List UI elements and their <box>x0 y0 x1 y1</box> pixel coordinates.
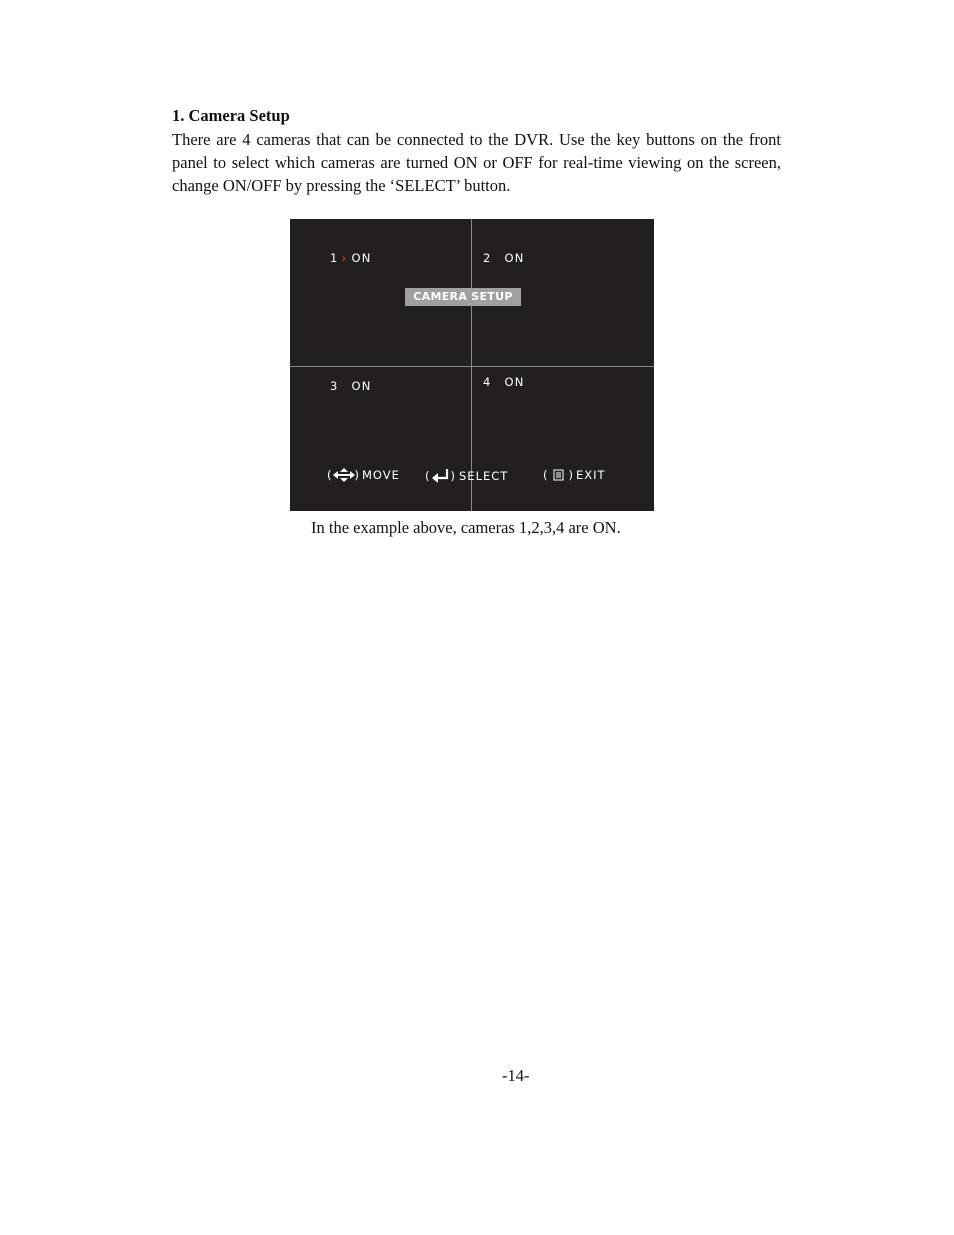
camera-number: 4 <box>483 375 492 389</box>
camera-state: ON <box>351 251 372 265</box>
camera-2-item[interactable] <box>483 251 525 265</box>
camera-number: 3 <box>330 379 339 393</box>
camera-number: 1 <box>330 251 339 265</box>
selection-cursor-icon: › <box>341 251 348 265</box>
osd-title: CAMERA SETUP <box>405 288 521 306</box>
quad-divider-horizontal <box>290 366 654 367</box>
section-heading: 1. Camera Setup <box>172 106 290 125</box>
camera-state: ON <box>504 375 525 389</box>
move-hint: ( ) MOVE <box>327 468 400 482</box>
camera-1-item[interactable] <box>330 251 372 265</box>
enter-icon <box>431 468 451 484</box>
figure-caption: In the example above, cameras 1,2,3,4 are ON. <box>311 518 621 537</box>
exit-label: EXIT <box>576 468 606 482</box>
camera-number: 2 <box>483 251 492 265</box>
section-paragraph: There are 4 cameras that can be connected to the DVR. Use the key buttons on the front panel to select which cameras are turned ON or OFF for real-time viewing on the screen, change ON/OFF by pressing the ‘SELECT’ button. <box>172 130 781 195</box>
camera-setup-screen <box>290 219 654 511</box>
direction-arrows-icon <box>333 468 355 482</box>
move-label: MOVE <box>362 468 400 482</box>
camera-3-item[interactable] <box>330 379 372 393</box>
select-label: SELECT <box>459 469 509 483</box>
camera-state: ON <box>351 379 372 393</box>
select-hint: ( ) SELECT <box>425 469 509 483</box>
page-number: -14- <box>502 1066 530 1085</box>
exit-hint: ( ) EXIT <box>543 468 606 482</box>
camera-4-item[interactable] <box>483 375 525 389</box>
menu-icon <box>551 469 567 481</box>
camera-state: ON <box>504 251 525 265</box>
